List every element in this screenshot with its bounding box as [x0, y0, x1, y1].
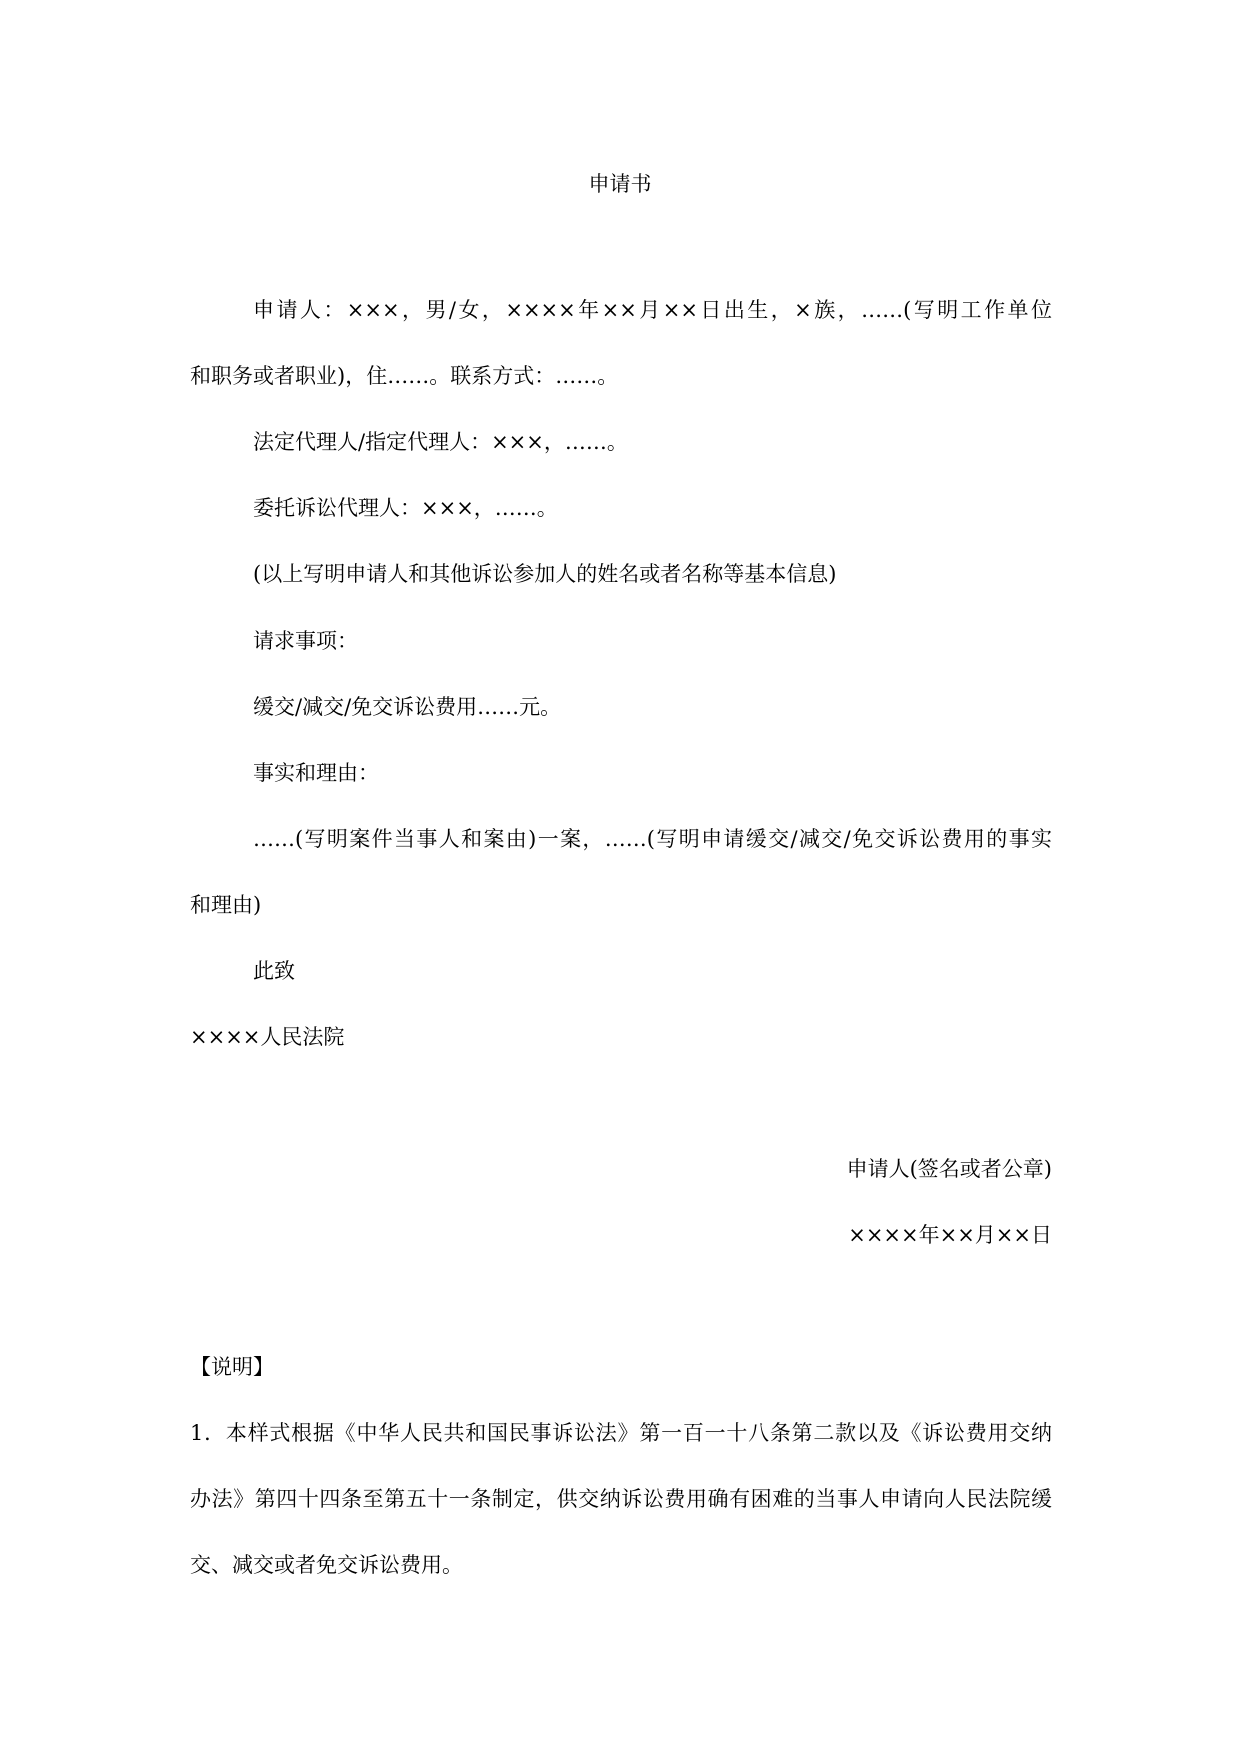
notes-heading: 【说明】: [190, 1355, 274, 1379]
applicant-line-1: 申请人：×××，男/女，××××年××月××日出生，×族，……(写明工作单位: [253, 298, 1052, 322]
facts-heading: 事实和理由：: [253, 761, 379, 785]
legal-agent-line: 法定代理人/指定代理人：×××，……。: [253, 430, 628, 454]
entrusted-agent-line: 委托诉讼代理人：×××，……。: [253, 496, 558, 520]
parties-note: (以上写明申请人和其他诉讼参加人的姓名或者名称等基本信息): [253, 562, 837, 586]
signature-date: ××××年××月××日: [848, 1223, 1052, 1247]
applicant-line-2: 和职务或者职业)，住……。联系方式：……。: [190, 364, 619, 388]
court-name: ××××人民法院: [190, 1025, 345, 1049]
request-heading: 请求事项：: [253, 629, 358, 653]
closing-greeting: 此致: [253, 959, 295, 983]
notes-item-1-line-2: 办法》第四十四条至第五十一条制定，供交纳诉讼费用确有困难的当事人申请向人民法院缓: [190, 1487, 1052, 1511]
request-content: 缓交/减交/免交诉讼费用……元。: [253, 695, 562, 719]
signature-line: 申请人(签名或者公章): [846, 1157, 1052, 1181]
facts-line-2: 和理由): [190, 893, 262, 917]
document-title: 申请书: [588, 172, 652, 196]
notes-item-1-line-1: 1．本样式根据《中华人民共和国民事诉讼法》第一百一十八条第二款以及《诉讼费用交纳: [190, 1421, 1052, 1445]
facts-line-1: ……(写明案件当事人和案由)一案，……(写明申请缓交/减交/免交诉讼费用的事实: [253, 827, 1052, 851]
notes-item-1-line-3: 交、减交或者免交诉讼费用。: [190, 1553, 463, 1577]
